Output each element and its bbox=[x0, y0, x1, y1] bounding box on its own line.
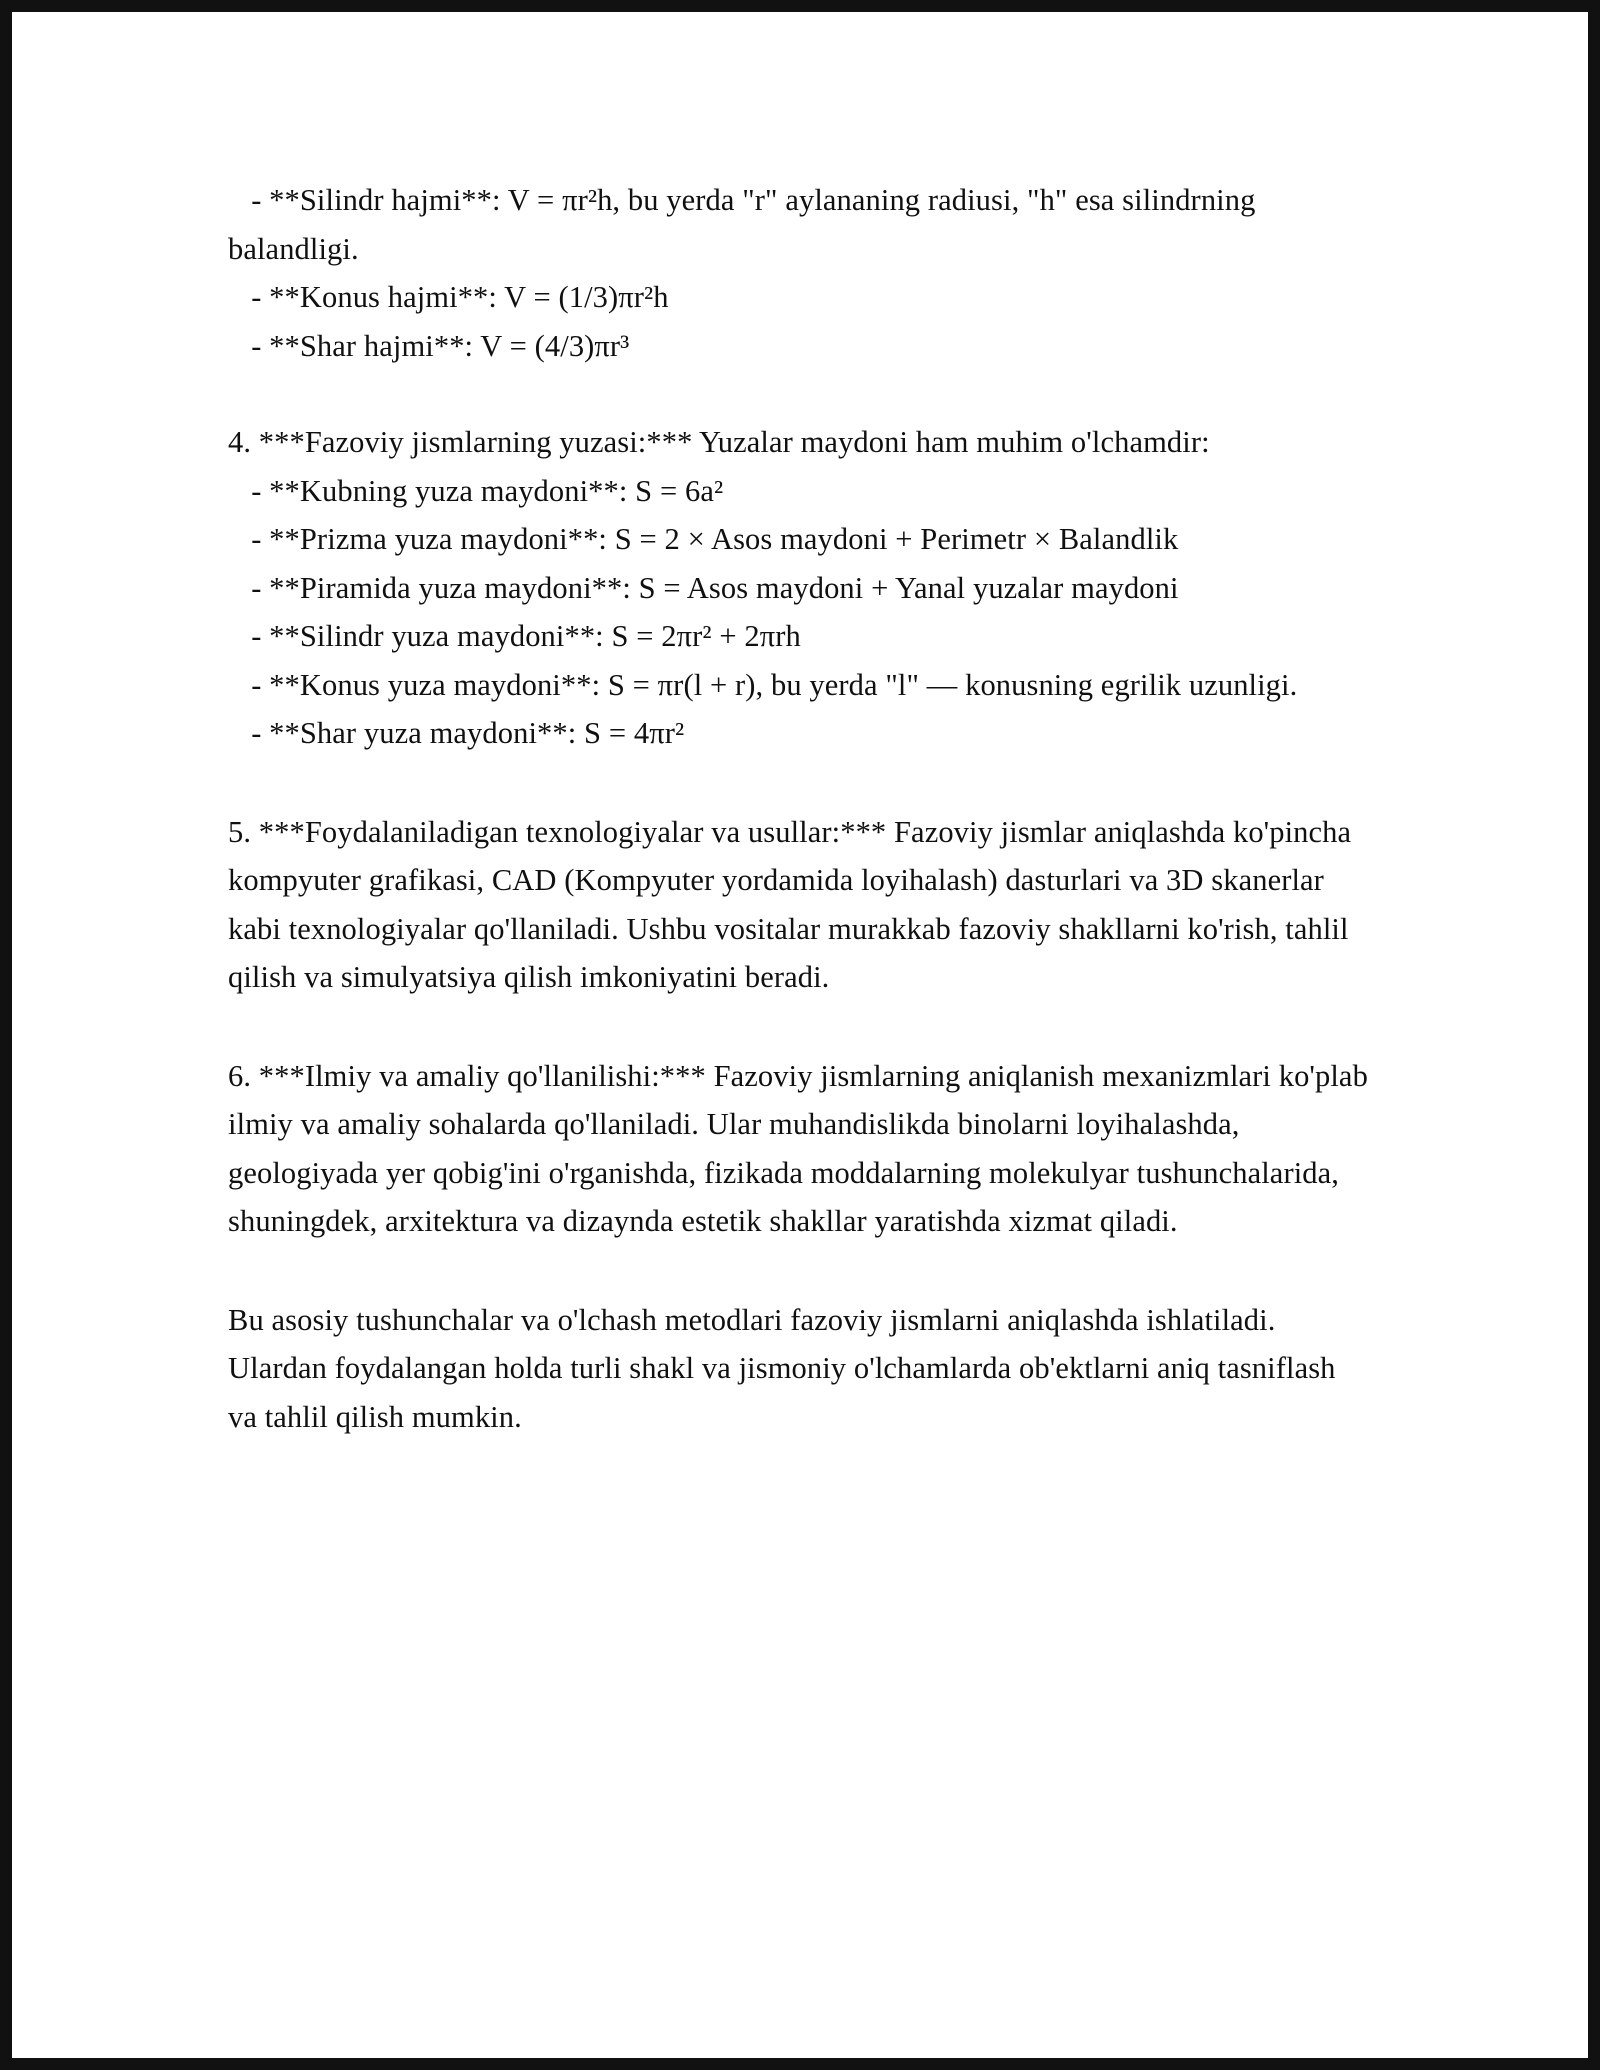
volume-formula-list bbox=[228, 176, 1368, 370]
section-4-paragraph: 4. ***Fazoviy jismlarning yuzasi:*** Yuzalar maydoni ham muhim o'lchamdir: bbox=[228, 425, 1210, 459]
page-paper-surface bbox=[16, 16, 1584, 2054]
document-text-column bbox=[228, 176, 1376, 1441]
list-item: - **Shar yuza maydoni**: S = 4πr² bbox=[228, 716, 685, 750]
list-item: - **Prizma yuza maydoni**: S = 2 × Asos maydoni + Perimetr × Balandlik bbox=[228, 522, 1179, 556]
list-item: - **Silindr yuza maydoni**: S = 2πr² + 2πrh bbox=[228, 619, 801, 653]
surface-area-formula-list bbox=[228, 467, 1368, 758]
paragraph-spacer bbox=[228, 758, 1368, 808]
list-item: - **Piramida yuza maydoni**: S = Asos maydoni + Yanal yuzalar maydoni bbox=[228, 570, 1179, 605]
list-item: - **Konus yuza maydoni**: S = πr(l + r), bu yerda "l" — konusning egrilik uzunligi. bbox=[228, 667, 1298, 702]
paragraph-spacer bbox=[228, 1246, 1368, 1296]
list-item: - **Kubning yuza maydoni**: S = 6a² bbox=[228, 473, 724, 508]
list-item: - **Konus hajmi**: V = (1/3)πr²h bbox=[228, 280, 669, 314]
section-6-paragraph: 6. ***Ilmiy va amaliy qo'llanilishi:*** Fazoviy jismlarning aniqlanish mexanizmlari ko'plab ilmiy va amaliy sohalarda qo'llaniladi. Ular muhandislikda binolarni loyihalashda, geologiyada yer qobig'ini o'rganishda, fizikada moddalarning molekulyar tushunchalarida, shuningdek, arxitektura va dizaynda estetik shakllar yaratishda xizmat qiladi. bbox=[228, 1058, 1376, 1238]
list-item: - **Silindr hajmi**: V = πr²h, bu yerda "r" aylananing radiusi, "h" esa silindrning balandligi. bbox=[228, 183, 1264, 266]
paragraph-spacer bbox=[228, 370, 1368, 418]
closing-paragraph: Bu asosiy tushunchalar va o'lchash metodlari fazoviy jismlarni aniqlashda ishlatiladi. Ulardan foydalangan holda turli shakl va jismoniy o'lchamlarda ob'ektlarni aniq tasniflash va tahlil qilish mumkin. bbox=[228, 1302, 1344, 1434]
paragraph-spacer bbox=[228, 1002, 1368, 1052]
list-item: - **Shar hajmi**: V = (4/3)πr³ bbox=[228, 328, 630, 363]
section-5-paragraph: 5. ***Foydalaniladigan texnologiyalar va usullar:*** Fazoviy jismlar aniqlashda ko'pincha kompyuter grafikasi, CAD (Kompyuter yordamida loyihalash) dasturlari va 3D skanerlar kabi texnologiyalar qo'llaniladi. Ushbu vositalar murakkab fazoviy shakllarni ko'rish, tahlil qilish va simulyatsiya qilish imkoniyatini beradi. bbox=[228, 814, 1359, 994]
